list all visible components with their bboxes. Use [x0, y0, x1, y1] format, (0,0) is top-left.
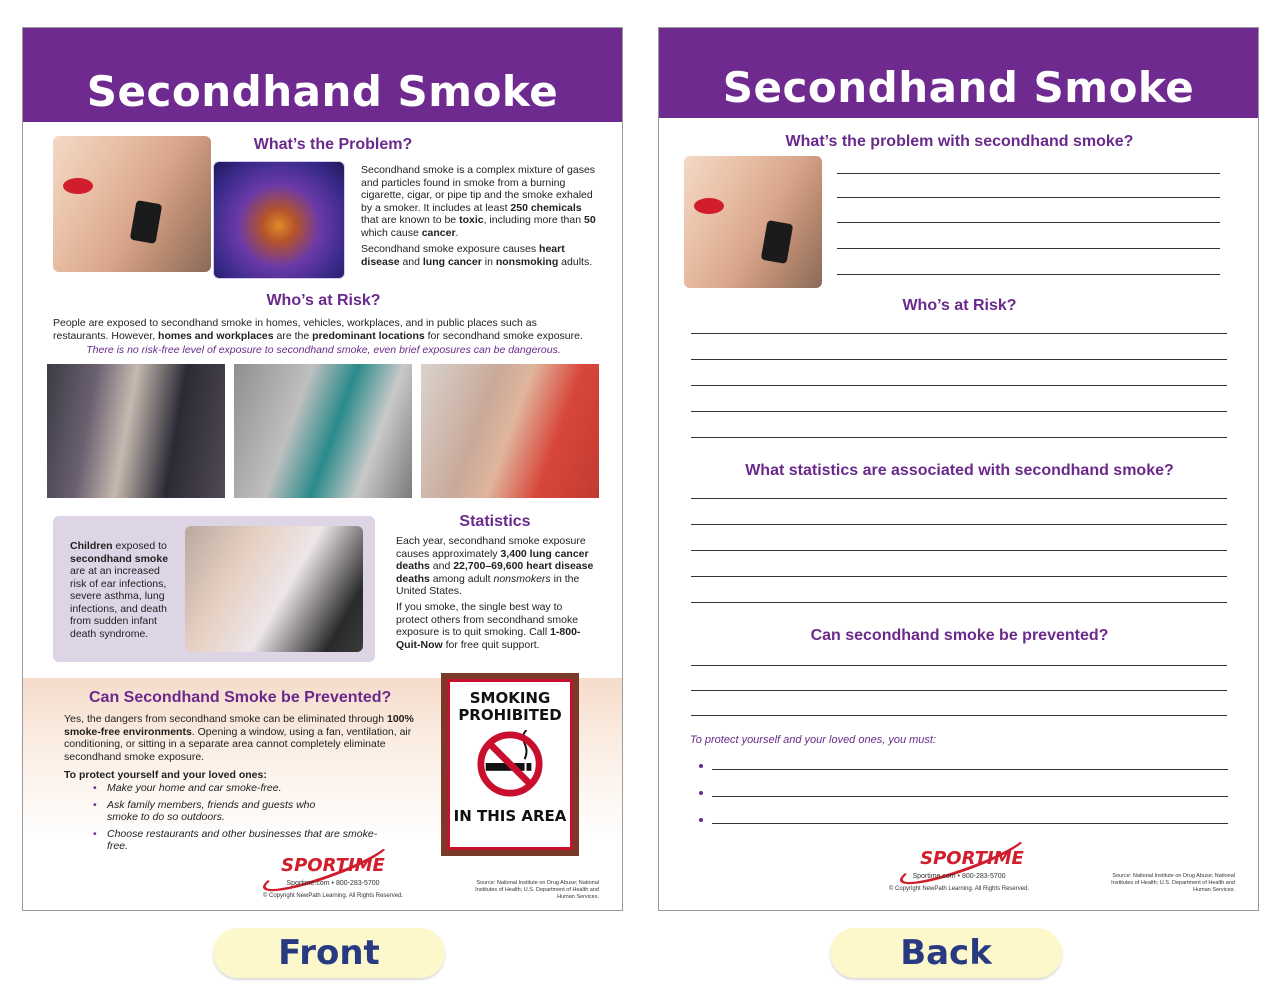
lungs-photo — [213, 161, 345, 279]
protect-label: To protect yourself and your loved ones: — [64, 769, 267, 781]
statistics-text: Each year, secondhand smoke exposure causes approximately 3,400 lung cancer deaths and 22,700–69,600 heart disease deaths among adult nonsmokers in the United States. — [396, 535, 594, 597]
sign-top-text: SMOKING PROHIBITED — [458, 689, 562, 724]
answer-line[interactable] — [712, 769, 1228, 770]
contact-text: Sportime.com • 800-283-5700 — [912, 873, 1006, 880]
list-item: • Make your home and car smoke-free. — [65, 782, 395, 795]
source-text: Source: National Institute on Drug Abuse; National Institutes of Health; U.S. Department of Health and Human Services. — [475, 880, 599, 900]
cigarette-hand-photo — [421, 364, 599, 498]
front-page — [22, 27, 623, 911]
children-text: Children exposed to secondhand smoke are at an increased risk of ear infections, severe asthma, lung infections, and death from sudden infant death syndrome. — [70, 540, 169, 640]
answer-line[interactable] — [691, 524, 1227, 525]
list-item: • Ask family members, friends and guests who smoke to do so outdoors. — [65, 799, 395, 824]
car-photo — [234, 364, 412, 498]
answer-line[interactable] — [691, 385, 1227, 386]
sportime-logo: SPORTIME — [920, 848, 1024, 869]
answer-line[interactable] — [837, 222, 1220, 223]
answer-line[interactable] — [691, 715, 1227, 716]
answer-line[interactable] — [691, 665, 1227, 666]
protect-prompt: To protect yourself and your loved ones, you must: — [690, 734, 937, 746]
answer-line[interactable] — [691, 690, 1227, 691]
question-3: What statistics are associated with secondhand smoke? — [745, 462, 1174, 479]
front-title: Secondhand Smoke — [23, 28, 622, 122]
copyright-text: © Copyright NewPath Learning. All Rights Reserved. — [262, 893, 404, 899]
no-smoking-sign — [441, 673, 579, 856]
source-text: Source: National Institute on Drug Abuse; National Institutes of Health; U.S. Department of Health and Human Services. — [1111, 873, 1235, 893]
smoker-photo — [684, 156, 822, 288]
answer-line[interactable] — [837, 248, 1220, 249]
back-page — [658, 27, 1259, 911]
bullet-dot — [699, 764, 703, 768]
front-button[interactable]: Front — [213, 928, 445, 978]
answer-line[interactable] — [837, 197, 1220, 198]
question-1: What’s the problem with secondhand smoke? — [785, 133, 1134, 150]
answer-line[interactable] — [691, 437, 1227, 438]
statistics-heading: Statistics — [459, 513, 531, 530]
answer-line[interactable] — [691, 602, 1227, 603]
no-smoking-icon — [476, 730, 544, 798]
answer-line[interactable] — [691, 576, 1227, 577]
prevention-heading: Can Secondhand Smoke be Prevented? — [89, 689, 392, 706]
answer-line[interactable] — [691, 359, 1227, 360]
answer-line[interactable] — [712, 823, 1228, 824]
answer-line[interactable] — [837, 274, 1220, 275]
smoker-photo — [53, 136, 211, 272]
back-title: Secondhand Smoke — [659, 28, 1258, 118]
answer-line[interactable] — [712, 796, 1228, 797]
bullet-dot — [699, 818, 703, 822]
list-item: • Choose restaurants and other businesses that are smoke-free. — [65, 828, 395, 853]
bus-photo — [47, 364, 225, 498]
copyright-text: © Copyright NewPath Learning. All Rights Reserved. — [888, 886, 1030, 892]
question-4: Can secondhand smoke be prevented? — [810, 627, 1109, 644]
baby-photo — [185, 526, 363, 652]
problem-text-2: Secondhand smoke exposure causes heart disease and lung cancer in nonsmoking adults. — [361, 243, 593, 268]
sportime-logo: SPORTIME — [281, 855, 385, 876]
answer-line[interactable] — [691, 550, 1227, 551]
statistics-text-2: If you smoke, the single best way to protect others from secondhand smoke exposure is to quit smoking. Call 1-800-Quit-Now for free quit support. — [396, 601, 581, 651]
sign-bottom-text: IN THIS AREA — [453, 807, 567, 825]
contact-text: Sportime.com • 800-283-5700 — [286, 880, 380, 887]
risk-heading: Who’s at Risk? — [266, 292, 381, 309]
problem-heading: What’s the Problem? — [253, 136, 413, 153]
answer-line[interactable] — [691, 333, 1227, 334]
answer-line[interactable] — [837, 173, 1220, 174]
question-2: Who’s at Risk? — [902, 297, 1017, 314]
bullet-dot — [699, 791, 703, 795]
problem-text: Secondhand smoke is a complex mixture of gases and particles found in smoke from a burning cigarette, cigar, or pipe tip and the smoke exhaled by a smoker. It includes at least 250 chemicals that are known to be toxic, including more than 50 which cause cancer. — [361, 164, 596, 239]
risk-text: People are exposed to secondhand smoke in homes, vehicles, workplaces, and in public places such as restaurants. However, homes and workplaces are the predominant locations for secondhand smoke exposure. — [53, 317, 583, 342]
prevention-text: Yes, the dangers from secondhand smoke can be eliminated through 100% smoke-free environments. Opening a window, using a fan, ventilation, air conditioning, or sitting in a separate area cannot completely eliminate secondhand smoke exposure. — [64, 713, 414, 763]
back-button[interactable]: Back — [830, 928, 1062, 978]
risk-warning: There is no risk-free level of exposure to secondhand smoke, even brief exposures can be dangerous. — [86, 344, 561, 356]
answer-line[interactable] — [691, 498, 1227, 499]
answer-line[interactable] — [691, 411, 1227, 412]
